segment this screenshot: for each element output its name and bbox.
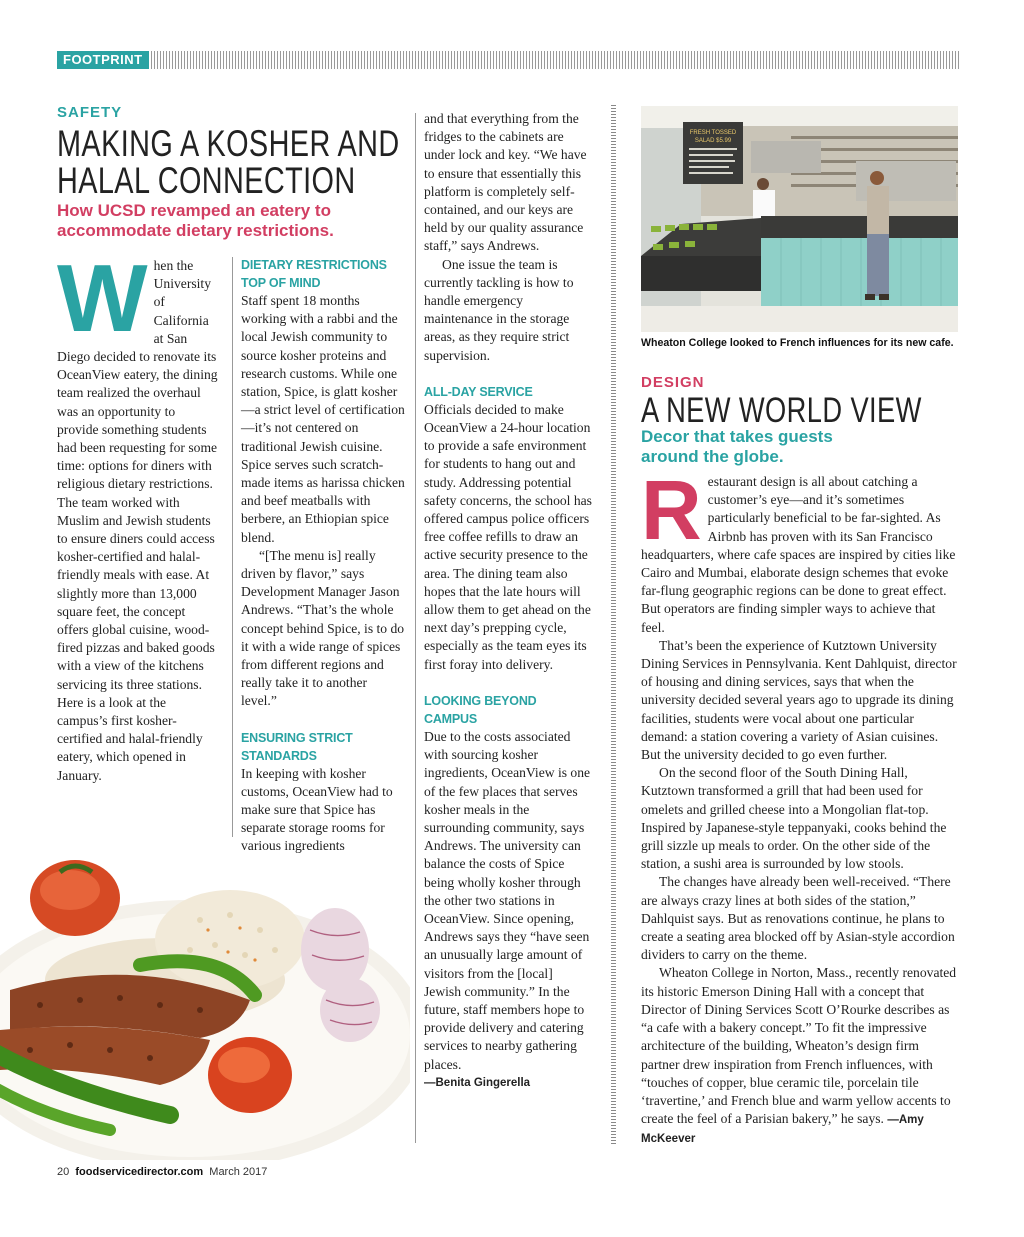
kebab-plate-photo (0, 860, 410, 1160)
story1-col3-paragraph-3: Officials decided to make OceanView a 24-hour location to provide a safe environment for students to hang out and study. Addressing potential safety concerns, the school has offered campus police officers free coffee refills to draw an active security presence to the area. The dining team also hopes that the late hours will allow them to get ahead on the next day’s prepping cycle, especially as the team eyes its first foray into delivery. (424, 401, 592, 672)
page-footer (57, 1166, 267, 1178)
story1-col2-paragraph-3: In keeping with kosher customs, OceanView had to make sure that Spice has separate storage rooms for various ingredients (241, 765, 393, 854)
story1-col3-paragraph-2: One issue the team is currently tackling is how to handle emergency maintenance in the storage areas, as they require strict supervision. (424, 256, 574, 363)
column-divider-2 (415, 113, 416, 1143)
story1-byline: —Benita Gingerella (424, 1076, 531, 1089)
story1-headline-line2: HALAL CONNECTION (57, 160, 356, 201)
column-divider-1 (232, 257, 233, 837)
story1-kicker: SAFETY (57, 104, 123, 121)
story1-intro-text: hen the University of California at San Diego decided to renovate its OceanView eatery, the dining team realized the overhaul was an opportunity to provide something students had been requesting for some time: options for diners with religious dietary restrictions. The team worked with Muslim and Jewish students to ensure diners could access kosher-certified and halal-friendly meals with ease. At slightly more than 13,000 square feet, the concept offers global cuisine, wood-fired pizzas and baked goods with a view of the kitchens servicing its three stations. Here is a look at the campus’s first kosher-certified and halal-friendly eatery, which opened in January. (57, 258, 218, 783)
story1-dek-line2: accommodate dietary restrictions. (57, 221, 334, 240)
story2-kicker: DESIGN (641, 374, 705, 391)
story2-paragraph-4: The changes have already been well-received. “There are always crazy lines at both sides of the station,” Dahlquist says. But as renovations continue, he plans to create a seating area blocked off by Asian-style accordion dividers to carry on the theme. (641, 874, 955, 963)
story1-col2-paragraph-2: “[The menu is] really driven by flavor,” says Development Manager Jason Andrews. “That’s the whole concept behind Spice, is to do it with a wide range of spices from different regions and really take it to another level.” (241, 547, 405, 709)
photo-caption: Wheaton College looked to French influences for its new cafe. (641, 337, 954, 349)
header-hatch-rule (151, 51, 959, 69)
story2-headline: A NEW WORLD VIEW (641, 391, 922, 430)
footer-issue: March 2017 (209, 1166, 268, 1178)
story2-paragraph-2: That’s been the experience of Kutztown University Dining Services in Pennsylvania. Kent Dahlquist, director of housing and dining services, says that when the university decided several years ago to upgrade its dining facilities, students were vocal about one particular demand: a station covering a variety of Asian cuisines. But the university decided to go even further. (641, 637, 957, 763)
story2-dek-line1: Decor that takes guests (641, 427, 833, 446)
story1-dropcap: W (57, 245, 148, 352)
photo-sign-line2: SALAD $5.99 (694, 138, 732, 144)
story2-column (641, 463, 959, 1149)
subhead-strict-standards: ENSURING STRICT STANDARDS (241, 730, 353, 763)
story1-col3-paragraph-1: and that everything from the fridges to the cabinets are under lock and key. “We have to ensure that essentially this platform is completely self-contained, and our keys are held by our quality assurance staff,” says Andrews. (424, 111, 587, 254)
subhead-all-day-service: ALL-DAY SERVICE (424, 384, 533, 399)
section-tag: FOOTPRINT (57, 51, 149, 69)
story1-col2-paragraph-1: Staff spent 18 months working with a rabbi and the local Jewish community to source kosher proteins and research customs. While one station, Spice, is glatt kosher—a strict level of certification—it’s not centered on traditional Jewish cuisine. Spice serves such scratch-made items as harissa chicken and beef meatballs with berbere, an Ethiopian spice blend. (241, 293, 405, 545)
subhead-top-of-mind: TOP OF MIND (241, 276, 321, 290)
story2-paragraph-3: On the second floor of the South Dining Hall, Kutztown transformed a grill that had been used for omelets and grilled cheese into a Mongolian flat-top. Inspired by Japanese-style teppanyaki, cooks behind the grill sizzle up meals to order. On the other side of the station, a sushi area is surrounded by low stools. (641, 765, 947, 872)
story2-dropcap: R (641, 463, 702, 557)
story1-headline-line1: MAKING A KOSHER AND (57, 123, 400, 164)
story-divider-hatch (611, 104, 616, 1144)
story2-paragraph-1: estaurant design is all about catching a customer’s eye—and it’s sometimes particularly beneficial to be far-sighted. As Airbnb has proven with its San Francisco headquarters, where cafe spaces are inspired by cities like Cairo and Mumbai, elaborate design schemes that evoke far-flung geographic regions can be done to great effect. But operators are finding simpler ways to achieve that feel. (641, 474, 956, 635)
photo-sign-line1: FRESH TOSSED (689, 130, 737, 136)
story2-dek-line2: around the globe. (641, 447, 784, 466)
story2-byline: —Amy McKeever (641, 1114, 924, 1146)
subhead-beyond-campus: LOOKING BEYOND CAMPUS (424, 693, 537, 726)
story1-column-1 (57, 245, 220, 785)
footer-site: foodservicedirector.com (75, 1166, 204, 1178)
subhead-dietary-restrictions: DIETARY RESTRICTIONS (241, 258, 387, 272)
story1-dek-line1: How UCSD revamped an eatery to (57, 201, 331, 220)
page-number: 20 (57, 1166, 70, 1178)
story1-col3-paragraph-4: Due to the costs associated with sourcing kosher ingredients, OceanView is one of the few places that serves kosher meals in the surrounding community, says Andrews. The university can balance the costs of Spice being wholly kosher through the other two stations in OceanView. Since opening, Andrews says they “have seen an unusually large amount of visitors from the [local] Jewish community.” In the future, staff members hope to provide delivery and catering services to nearby gathering places. (424, 728, 591, 1072)
story2-paragraph-5: Wheaton College in Norton, Mass., recently renovated its historic Emerson Dining Hall with a concept that Director of Dining Services Scott O’Rourke describes as “a cafe with a bakery concept.” To fit the impressive architecture of the building, Wheaton’s design firm partner drew inspiration from French influences, with “touches of copper, blue ceramic tile, porcelain tile ‘travertine,’ and French blue and warm yellow accents to create the feel of a Parisian bakery,” he says. (641, 965, 957, 1127)
story1-column-2 (241, 256, 406, 856)
section-header (57, 51, 959, 69)
story1-column-3 (424, 110, 592, 1092)
cafe-photo (641, 106, 958, 332)
